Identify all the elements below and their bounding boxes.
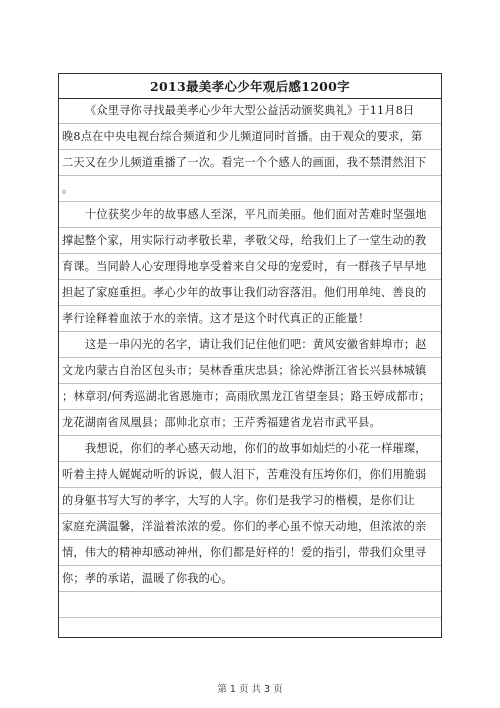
- text-line: 我想说，你们的孝心感天动地，你们的故事如灿烂的小花一样璀璨，: [59, 436, 441, 462]
- document-title: 2013最美孝心少年观后感1200字: [59, 74, 441, 99]
- document-body: [59, 98, 441, 637]
- text-line: 十位获奖少年的故事感人至深，平凡而美丽。他们面对苦难时坚强地: [59, 202, 441, 228]
- text-line: [59, 592, 441, 618]
- text-line: 家庭充满温馨，洋溢着浓浓的爱。你们的孝心虽不惊天动地，但浓浓的亲: [59, 514, 441, 540]
- text-line: 二天又在少儿频道重播了一次。看完一个个感人的画面，我不禁潸然泪下: [59, 150, 441, 176]
- text-line: 担起了家庭重担。孝心少年的故事让我们动容落泪。他们用单纯、善良的: [59, 280, 441, 306]
- text-line: 晚8点在中央电视台综合频道和少儿频道同时首播。由于观众的要求，第: [59, 124, 441, 150]
- text-line: ；林章羽/何秀巡湖北省恩施市；高雨欣黑龙江省望奎县；路玉婷成都市；: [59, 384, 441, 410]
- text-line: [59, 618, 441, 644]
- text-line: 《众里寻你寻找最美孝心少年大型公益活动颁奖典礼》于11月8日: [59, 98, 441, 124]
- text-line: 你；孝的承诺，温暖了你我的心。: [59, 566, 441, 592]
- text-line: 听着主持人娓娓动听的诉说，假人泪下，苦难没有压垮你们，你们用脆弱: [59, 462, 441, 488]
- document-table: [58, 73, 442, 638]
- text-line: 孝行诠释着血浓于水的亲情。这才是这个时代真正的正能量！: [59, 306, 441, 332]
- text-line: 龙花湖南省凤凰县；邵帅北京市；王芹秀福建省龙岩市武平县。: [59, 410, 441, 436]
- text-line: 这是一串闪光的名字，请让我们记住他们吧：黄风安徽省蚌埠市；赵: [59, 332, 441, 358]
- text-line: 情，伟大的精神却感动神州，你们都是好样的！爱的指引，带我们众里寻: [59, 540, 441, 566]
- text-line: 撑起整个家，用实际行动孝敬长辈，孝敬父母，给我们上了一堂生动的教: [59, 228, 441, 254]
- text-line: 。: [59, 176, 441, 202]
- text-line: 的身躯书写大写的孝字，大写的人字。你们是我学习的楷模，是你们让: [59, 488, 441, 514]
- text-line: 育课。当同龄人心安理得地享受着来自父母的宠爱时，有一群孩子早早地: [59, 254, 441, 280]
- page-footer: 第 1 页 共 3 页: [217, 684, 283, 695]
- text-line: 文龙内蒙古自治区包头市；吴林香重庆忠县；徐沁烨浙江省长兴县林城镇: [59, 358, 441, 384]
